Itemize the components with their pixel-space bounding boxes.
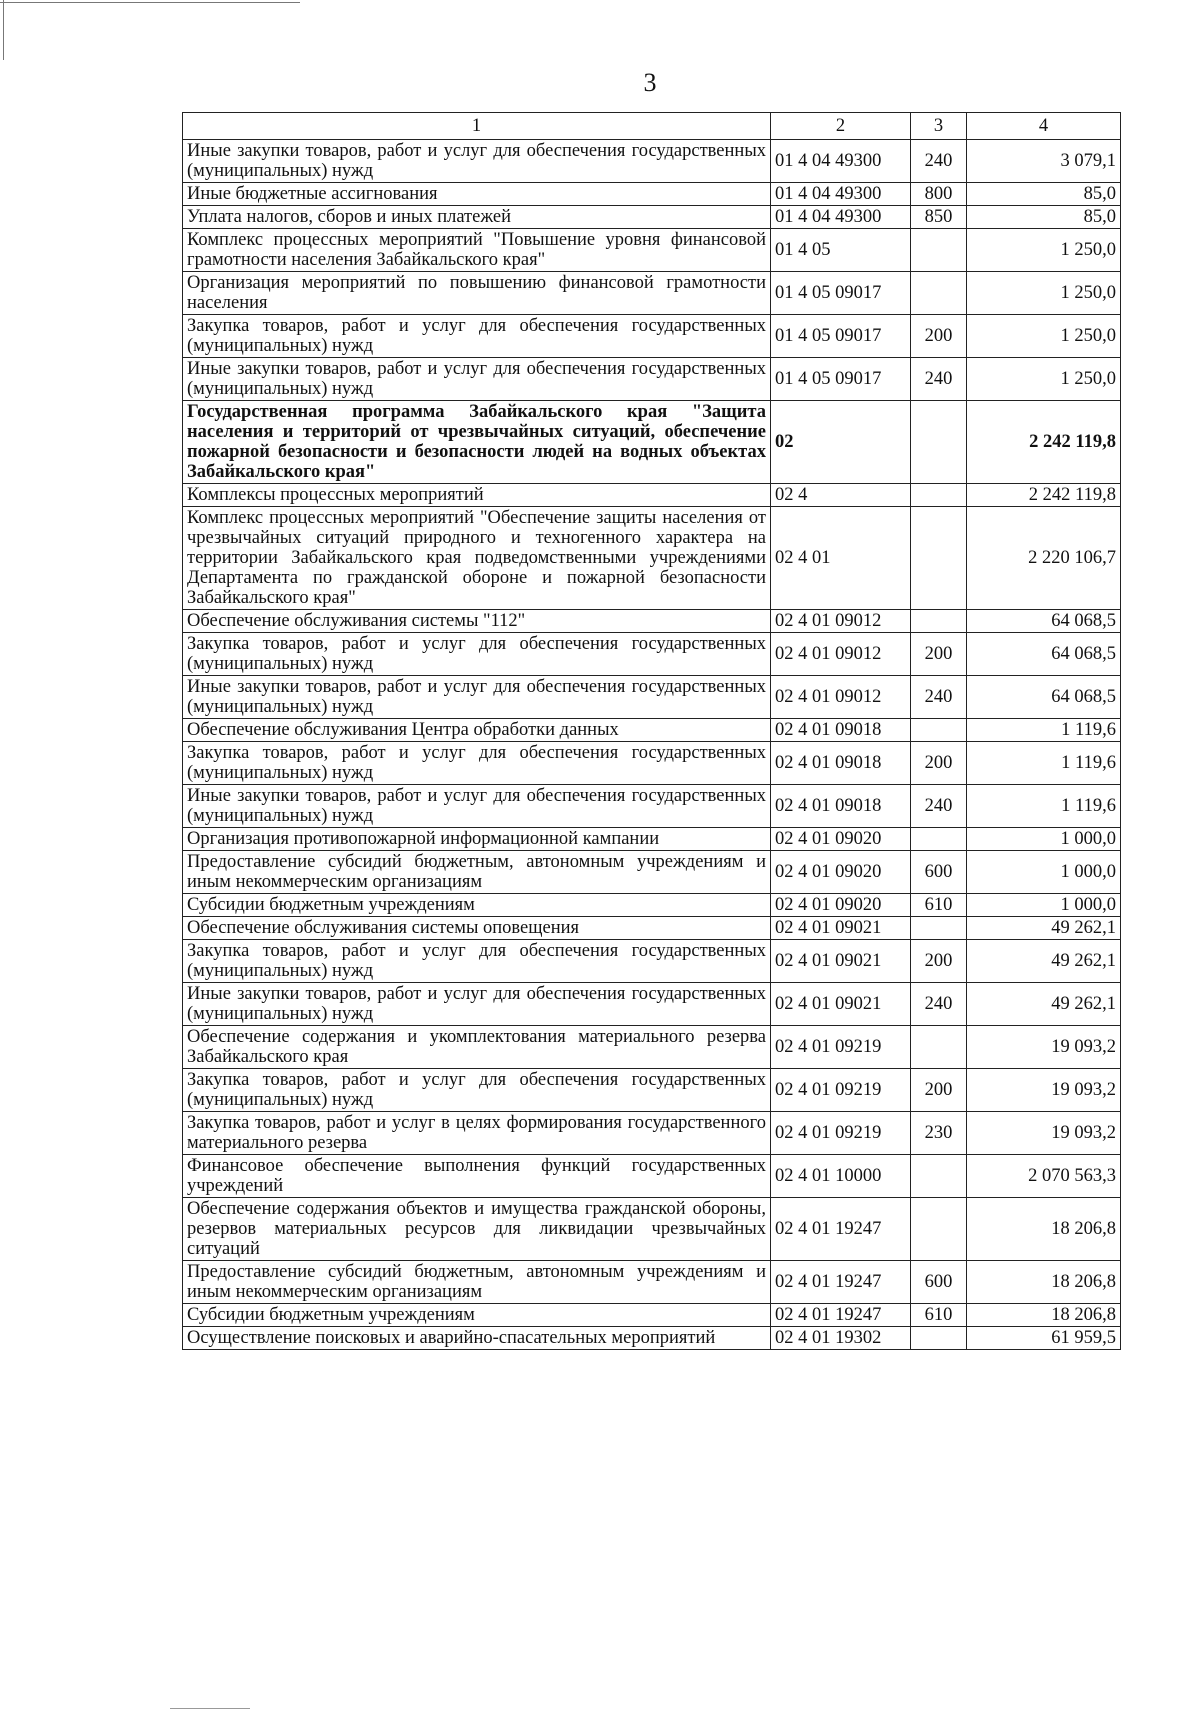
row-code-cell: 02 4 01 09012 xyxy=(771,676,911,719)
row-type-cell: 240 xyxy=(911,140,967,183)
budget-table xyxy=(182,112,1121,1350)
row-name-cell: Государственная программа Забайкальского края "Защита населения и территорий от чрезвычайных ситуаций, обеспечение пожарной безопасности и безопасности людей на водных объектах Забайкальского края" xyxy=(183,401,771,484)
row-code-cell: 01 4 05 xyxy=(771,229,911,272)
row-name-cell: Организация противопожарной информационной кампании xyxy=(183,828,771,851)
row-type-cell: 200 xyxy=(911,940,967,983)
table-row xyxy=(183,828,1121,851)
row-amount-cell: 1 250,0 xyxy=(967,315,1121,358)
row-name-cell: Осуществление поисковых и аварийно-спасательных мероприятий xyxy=(183,1327,771,1350)
table-row xyxy=(183,676,1121,719)
row-amount-cell: 1 000,0 xyxy=(967,851,1121,894)
table-row xyxy=(183,719,1121,742)
row-name-cell: Предоставление субсидий бюджетным, автономным учреждениям и иным некоммерческим организациям xyxy=(183,1261,771,1304)
row-type-cell xyxy=(911,719,967,742)
table-row xyxy=(183,1261,1121,1304)
row-code-cell: 02 4 01 09012 xyxy=(771,633,911,676)
row-name-cell: Закупка товаров, работ и услуг для обеспечения государственных (муниципальных) нужд xyxy=(183,315,771,358)
row-amount-cell: 1 119,6 xyxy=(967,785,1121,828)
row-code-cell: 02 4 01 09021 xyxy=(771,940,911,983)
table-row xyxy=(183,917,1121,940)
row-amount-cell: 64 068,5 xyxy=(967,633,1121,676)
table-row xyxy=(183,1155,1121,1198)
row-name-cell: Обеспечение обслуживания системы оповещения xyxy=(183,917,771,940)
table-row xyxy=(183,1069,1121,1112)
row-amount-cell: 19 093,2 xyxy=(967,1069,1121,1112)
row-name-cell: Обеспечение содержания и укомплектования материального резерва Забайкальского края xyxy=(183,1026,771,1069)
row-type-cell xyxy=(911,1198,967,1261)
row-type-cell: 240 xyxy=(911,785,967,828)
row-type-cell xyxy=(911,507,967,610)
table-row xyxy=(183,633,1121,676)
table-row xyxy=(183,484,1121,507)
row-amount-cell: 1 119,6 xyxy=(967,742,1121,785)
header-col-2: 2 xyxy=(771,113,911,140)
row-name-cell: Комплекс процессных мероприятий "Обеспечение защиты населения от чрезвычайных ситуаций природного и техногенного характера на территории Забайкальского края подведомственными учреждениями Департамента по гражданской обороне и пожарной безопасности Забайкальского края" xyxy=(183,507,771,610)
table-row xyxy=(183,1026,1121,1069)
row-type-cell xyxy=(911,272,967,315)
table-row xyxy=(183,401,1121,484)
row-type-cell xyxy=(911,1327,967,1350)
row-amount-cell: 1 000,0 xyxy=(967,894,1121,917)
table-row xyxy=(183,610,1121,633)
row-amount-cell: 1 250,0 xyxy=(967,358,1121,401)
row-name-cell: Иные закупки товаров, работ и услуг для обеспечения государственных (муниципальных) нужд xyxy=(183,983,771,1026)
row-code-cell: 02 4 01 19247 xyxy=(771,1261,911,1304)
row-amount-cell: 1 250,0 xyxy=(967,272,1121,315)
row-name-cell: Закупка товаров, работ и услуг для обеспечения государственных (муниципальных) нужд xyxy=(183,633,771,676)
row-code-cell: 02 4 01 09021 xyxy=(771,917,911,940)
table-row xyxy=(183,272,1121,315)
row-code-cell: 02 4 01 10000 xyxy=(771,1155,911,1198)
row-name-cell: Комплексы процессных мероприятий xyxy=(183,484,771,507)
table-body xyxy=(183,140,1121,1350)
row-amount-cell: 2 220 106,7 xyxy=(967,507,1121,610)
row-type-cell xyxy=(911,1026,967,1069)
table-row xyxy=(183,206,1121,229)
table-row xyxy=(183,183,1121,206)
row-type-cell: 610 xyxy=(911,1304,967,1327)
row-code-cell: 02 4 01 19247 xyxy=(771,1304,911,1327)
row-code-cell: 02 4 01 09219 xyxy=(771,1112,911,1155)
table-row xyxy=(183,229,1121,272)
row-code-cell: 02 4 01 09020 xyxy=(771,894,911,917)
scan-edge-line-bottom xyxy=(170,1708,250,1709)
table-row xyxy=(183,1112,1121,1155)
row-code-cell: 01 4 04 49300 xyxy=(771,206,911,229)
table-row xyxy=(183,358,1121,401)
row-name-cell: Иные закупки товаров, работ и услуг для обеспечения государственных (муниципальных) нужд xyxy=(183,140,771,183)
row-type-cell: 600 xyxy=(911,851,967,894)
scan-edge-line-left xyxy=(3,0,4,60)
row-code-cell: 01 4 05 09017 xyxy=(771,358,911,401)
row-name-cell: Комплекс процессных мероприятий "Повышение уровня финансовой грамотности населения Забайкальского края" xyxy=(183,229,771,272)
table-row xyxy=(183,315,1121,358)
row-code-cell: 02 4 01 09018 xyxy=(771,719,911,742)
row-code-cell: 02 4 01 19302 xyxy=(771,1327,911,1350)
row-code-cell: 02 4 01 09018 xyxy=(771,742,911,785)
table-row xyxy=(183,785,1121,828)
row-type-cell: 200 xyxy=(911,1069,967,1112)
row-type-cell: 200 xyxy=(911,315,967,358)
table-row xyxy=(183,140,1121,183)
table-row xyxy=(183,507,1121,610)
row-amount-cell: 85,0 xyxy=(967,183,1121,206)
row-amount-cell: 2 070 563,3 xyxy=(967,1155,1121,1198)
row-amount-cell: 18 206,8 xyxy=(967,1261,1121,1304)
row-amount-cell: 49 262,1 xyxy=(967,940,1121,983)
row-code-cell: 01 4 05 09017 xyxy=(771,272,911,315)
row-name-cell: Обеспечение обслуживания системы "112" xyxy=(183,610,771,633)
row-amount-cell: 18 206,8 xyxy=(967,1198,1121,1261)
row-amount-cell: 19 093,2 xyxy=(967,1112,1121,1155)
table-row xyxy=(183,1327,1121,1350)
row-amount-cell: 49 262,1 xyxy=(967,917,1121,940)
row-name-cell: Субсидии бюджетным учреждениям xyxy=(183,1304,771,1327)
row-type-cell: 240 xyxy=(911,358,967,401)
row-amount-cell: 1 119,6 xyxy=(967,719,1121,742)
row-code-cell: 02 4 01 xyxy=(771,507,911,610)
row-amount-cell: 18 206,8 xyxy=(967,1304,1121,1327)
page-number: 3 xyxy=(643,68,657,97)
table-row xyxy=(183,894,1121,917)
row-code-cell: 01 4 05 09017 xyxy=(771,315,911,358)
row-amount-cell: 64 068,5 xyxy=(967,610,1121,633)
row-type-cell: 240 xyxy=(911,676,967,719)
table-row xyxy=(183,940,1121,983)
row-amount-cell: 1 000,0 xyxy=(967,828,1121,851)
scan-edge-line-top xyxy=(0,2,300,3)
row-code-cell: 01 4 04 49300 xyxy=(771,183,911,206)
row-code-cell: 02 4 01 09219 xyxy=(771,1026,911,1069)
row-type-cell xyxy=(911,1155,967,1198)
row-type-cell xyxy=(911,229,967,272)
header-col-4: 4 xyxy=(967,113,1121,140)
row-name-cell: Иные закупки товаров, работ и услуг для обеспечения государственных (муниципальных) нужд xyxy=(183,785,771,828)
table-row xyxy=(183,1198,1121,1261)
row-code-cell: 02 4 xyxy=(771,484,911,507)
row-code-cell: 02 xyxy=(771,401,911,484)
row-type-cell xyxy=(911,484,967,507)
header-col-1: 1 xyxy=(183,113,771,140)
table-row xyxy=(183,983,1121,1026)
row-name-cell: Иные закупки товаров, работ и услуг для обеспечения государственных (муниципальных) нужд xyxy=(183,676,771,719)
table-row xyxy=(183,851,1121,894)
row-name-cell: Финансовое обеспечение выполнения функций государственных учреждений xyxy=(183,1155,771,1198)
row-type-cell xyxy=(911,828,967,851)
row-type-cell: 200 xyxy=(911,633,967,676)
row-name-cell: Предоставление субсидий бюджетным, автономным учреждениям и иным некоммерческим организациям xyxy=(183,851,771,894)
row-code-cell: 02 4 01 09012 xyxy=(771,610,911,633)
row-name-cell: Обеспечение обслуживания Центра обработки данных xyxy=(183,719,771,742)
row-name-cell: Иные закупки товаров, работ и услуг для обеспечения государственных (муниципальных) нужд xyxy=(183,358,771,401)
row-type-cell: 200 xyxy=(911,742,967,785)
row-name-cell: Закупка товаров, работ и услуг для обеспечения государственных (муниципальных) нужд xyxy=(183,1069,771,1112)
row-type-cell xyxy=(911,917,967,940)
row-amount-cell: 49 262,1 xyxy=(967,983,1121,1026)
table-row xyxy=(183,1304,1121,1327)
row-name-cell: Закупка товаров, работ и услуг в целях формирования государственного материального резерва xyxy=(183,1112,771,1155)
row-amount-cell: 2 242 119,8 xyxy=(967,401,1121,484)
row-amount-cell: 1 250,0 xyxy=(967,229,1121,272)
row-name-cell: Обеспечение содержания объектов и имущества гражданской обороны, резервов материальных ресурсов для ликвидации чрезвычайных ситуаций xyxy=(183,1198,771,1261)
row-name-cell: Закупка товаров, работ и услуг для обеспечения государственных (муниципальных) нужд xyxy=(183,742,771,785)
row-amount-cell: 2 242 119,8 xyxy=(967,484,1121,507)
row-code-cell: 02 4 01 09219 xyxy=(771,1069,911,1112)
row-name-cell: Уплата налогов, сборов и иных платежей xyxy=(183,206,771,229)
row-code-cell: 01 4 04 49300 xyxy=(771,140,911,183)
row-type-cell xyxy=(911,610,967,633)
row-code-cell: 02 4 01 09021 xyxy=(771,983,911,1026)
row-amount-cell: 85,0 xyxy=(967,206,1121,229)
table-header-row xyxy=(183,113,1121,140)
row-name-cell: Организация мероприятий по повышению финансовой грамотности населения xyxy=(183,272,771,315)
row-name-cell: Закупка товаров, работ и услуг для обеспечения государственных (муниципальных) нужд xyxy=(183,940,771,983)
row-type-cell xyxy=(911,401,967,484)
row-code-cell: 02 4 01 09020 xyxy=(771,851,911,894)
row-code-cell: 02 4 01 09018 xyxy=(771,785,911,828)
header-col-3: 3 xyxy=(911,113,967,140)
row-type-cell: 800 xyxy=(911,183,967,206)
row-amount-cell: 19 093,2 xyxy=(967,1026,1121,1069)
row-name-cell: Иные бюджетные ассигнования xyxy=(183,183,771,206)
row-name-cell: Субсидии бюджетным учреждениям xyxy=(183,894,771,917)
row-type-cell: 230 xyxy=(911,1112,967,1155)
row-amount-cell: 61 959,5 xyxy=(967,1327,1121,1350)
table-row xyxy=(183,742,1121,785)
row-type-cell: 600 xyxy=(911,1261,967,1304)
row-type-cell: 850 xyxy=(911,206,967,229)
row-amount-cell: 64 068,5 xyxy=(967,676,1121,719)
row-amount-cell: 3 079,1 xyxy=(967,140,1121,183)
row-type-cell: 610 xyxy=(911,894,967,917)
row-code-cell: 02 4 01 09020 xyxy=(771,828,911,851)
row-code-cell: 02 4 01 19247 xyxy=(771,1198,911,1261)
row-type-cell: 240 xyxy=(911,983,967,1026)
